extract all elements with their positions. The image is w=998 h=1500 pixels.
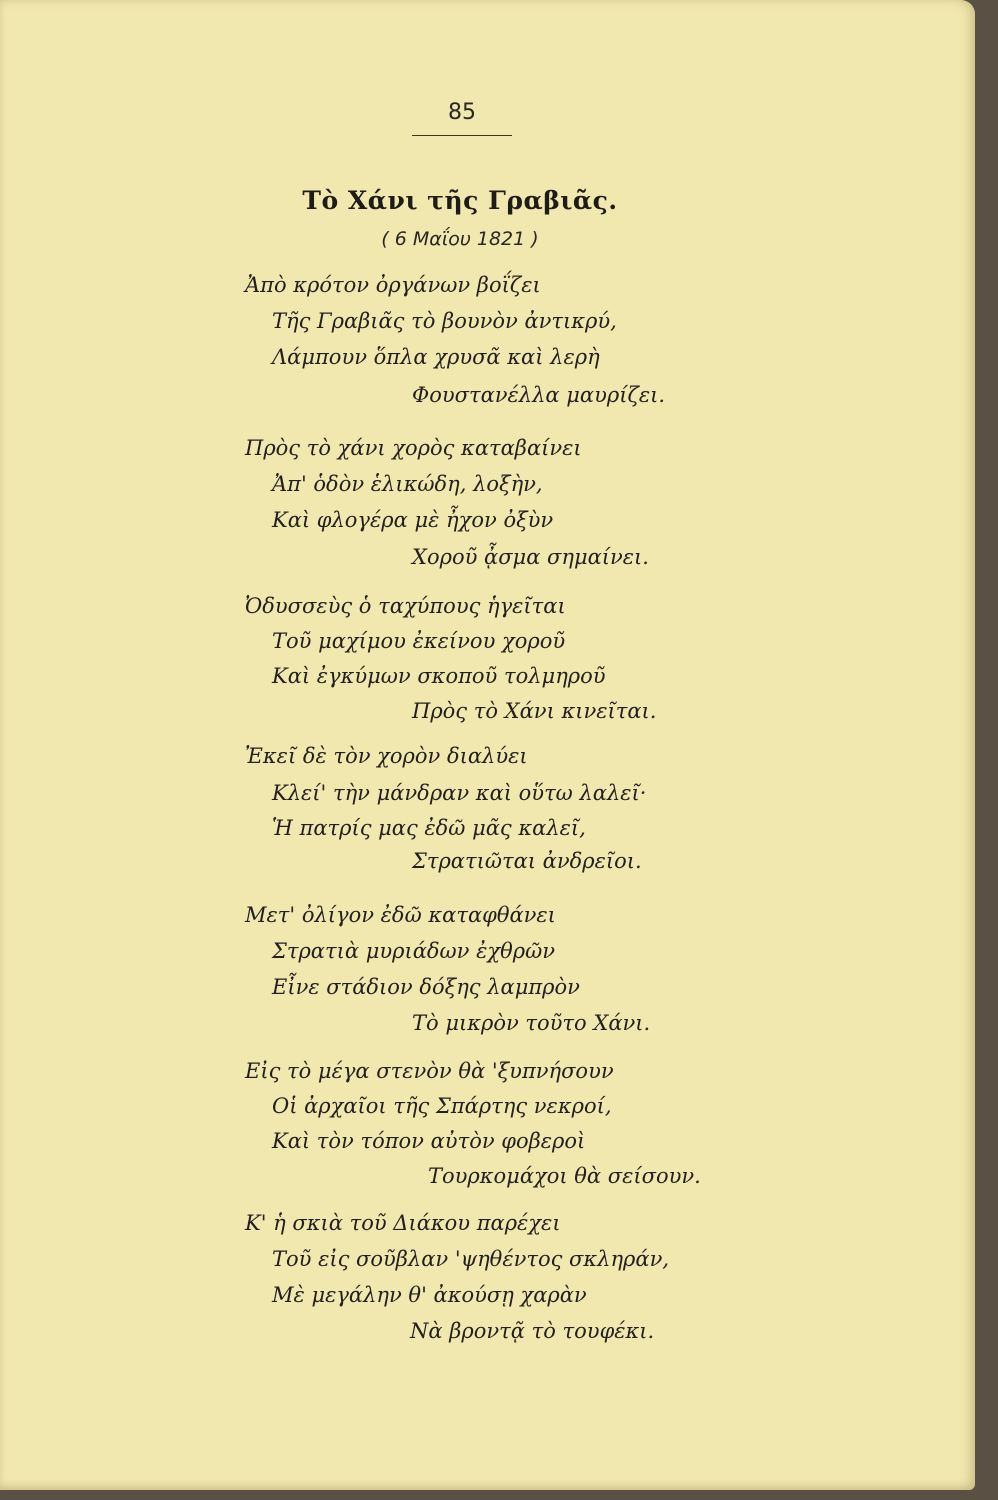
verse-line: Τὸ μικρὸν τοῦτο Χάνι.	[412, 1011, 651, 1035]
page-number-rule	[412, 135, 512, 136]
verse-line: Εἶνε στάδιον δόξης λαμπρὸν	[272, 975, 580, 999]
verse-line: Ἡ πατρίς μας ἐδῶ μᾶς καλεῖ,	[272, 816, 586, 840]
verse-line: Τῆς Γραβιᾶς τὸ βουνὸν ἀντικρύ,	[272, 309, 617, 333]
verse-line: Τοῦ μαχίμου ἐκείνου χοροῦ	[272, 629, 566, 653]
verse-line: Φουστανέλλα μαυρίζει.	[412, 383, 666, 407]
poem-title: Τὸ Χάνι τῆς Γραβιᾶς.	[302, 186, 618, 215]
verse-line: Καὶ ἐγκύμων σκοποῦ τολμηροῦ	[272, 664, 606, 688]
verse-line: Καὶ φλογέρα μὲ ἦχον ὀξὺν	[272, 508, 554, 532]
poem-date: ( 6 Μαΐου 1821 )	[381, 228, 539, 250]
verse-line: Ἀπ' ὁδὸν ἑλικώδη, λοξὴν,	[272, 472, 543, 496]
verse-line: Ἐκεῖ δὲ τὸν χορὸν διαλύει	[245, 744, 528, 768]
verse-line: Πρὸς τὸ Χάνι κινεῖται.	[412, 699, 657, 723]
verse-line: Στρατιὰ μυριάδων ἐχθρῶν	[272, 939, 555, 963]
verse-line: Τοῦ εἰς σοῦβλαν 'ψηθέντος σκληράν,	[272, 1247, 670, 1271]
verse-line: Κλεί' τὴν μάνδραν καὶ οὕτω λαλεῖ·	[272, 781, 647, 805]
verse-line: Στρατιῶται ἀνδρεῖοι.	[412, 849, 642, 873]
page-number: 85	[448, 100, 476, 125]
verse-line: Οἱ ἀρχαῖοι τῆς Σπάρτης νεκροί,	[272, 1094, 612, 1118]
verse-line: Χοροῦ ᾆσμα σημαίνει.	[412, 545, 649, 569]
verse-line: Μετ' ὀλίγον ἐδῶ καταφθάνει	[245, 903, 556, 927]
verse-line: Νὰ βροντᾷ τὸ τουφέκι.	[410, 1319, 655, 1343]
verse-line: Λάμπουν ὅπλα χρυσᾶ καὶ λερὴ	[272, 345, 600, 369]
verse-line: Κ' ἡ σκιὰ τοῦ Διάκου παρέχει	[245, 1211, 561, 1235]
verse-line: Καὶ τὸν τόπον αὐτὸν φοβεροὶ	[272, 1129, 586, 1153]
verse-line: Μὲ μεγάλην θ' ἀκούσῃ χαρὰν	[272, 1283, 587, 1307]
verse-line: Ἀπὸ κρότον ὀργάνων βοΐζει	[245, 273, 541, 297]
verse-line: Πρὸς τὸ χάνι χορὸς καταβαίνει	[245, 436, 582, 460]
verse-line: Τουρκομάχοι θὰ σείσουν.	[428, 1164, 701, 1188]
verse-line: Ὀδυσσεὺς ὁ ταχύπους ἡγεῖται	[245, 594, 566, 618]
verse-line: Εἰς τὸ μέγα στενὸν θὰ 'ξυπνήσουν	[245, 1059, 614, 1083]
